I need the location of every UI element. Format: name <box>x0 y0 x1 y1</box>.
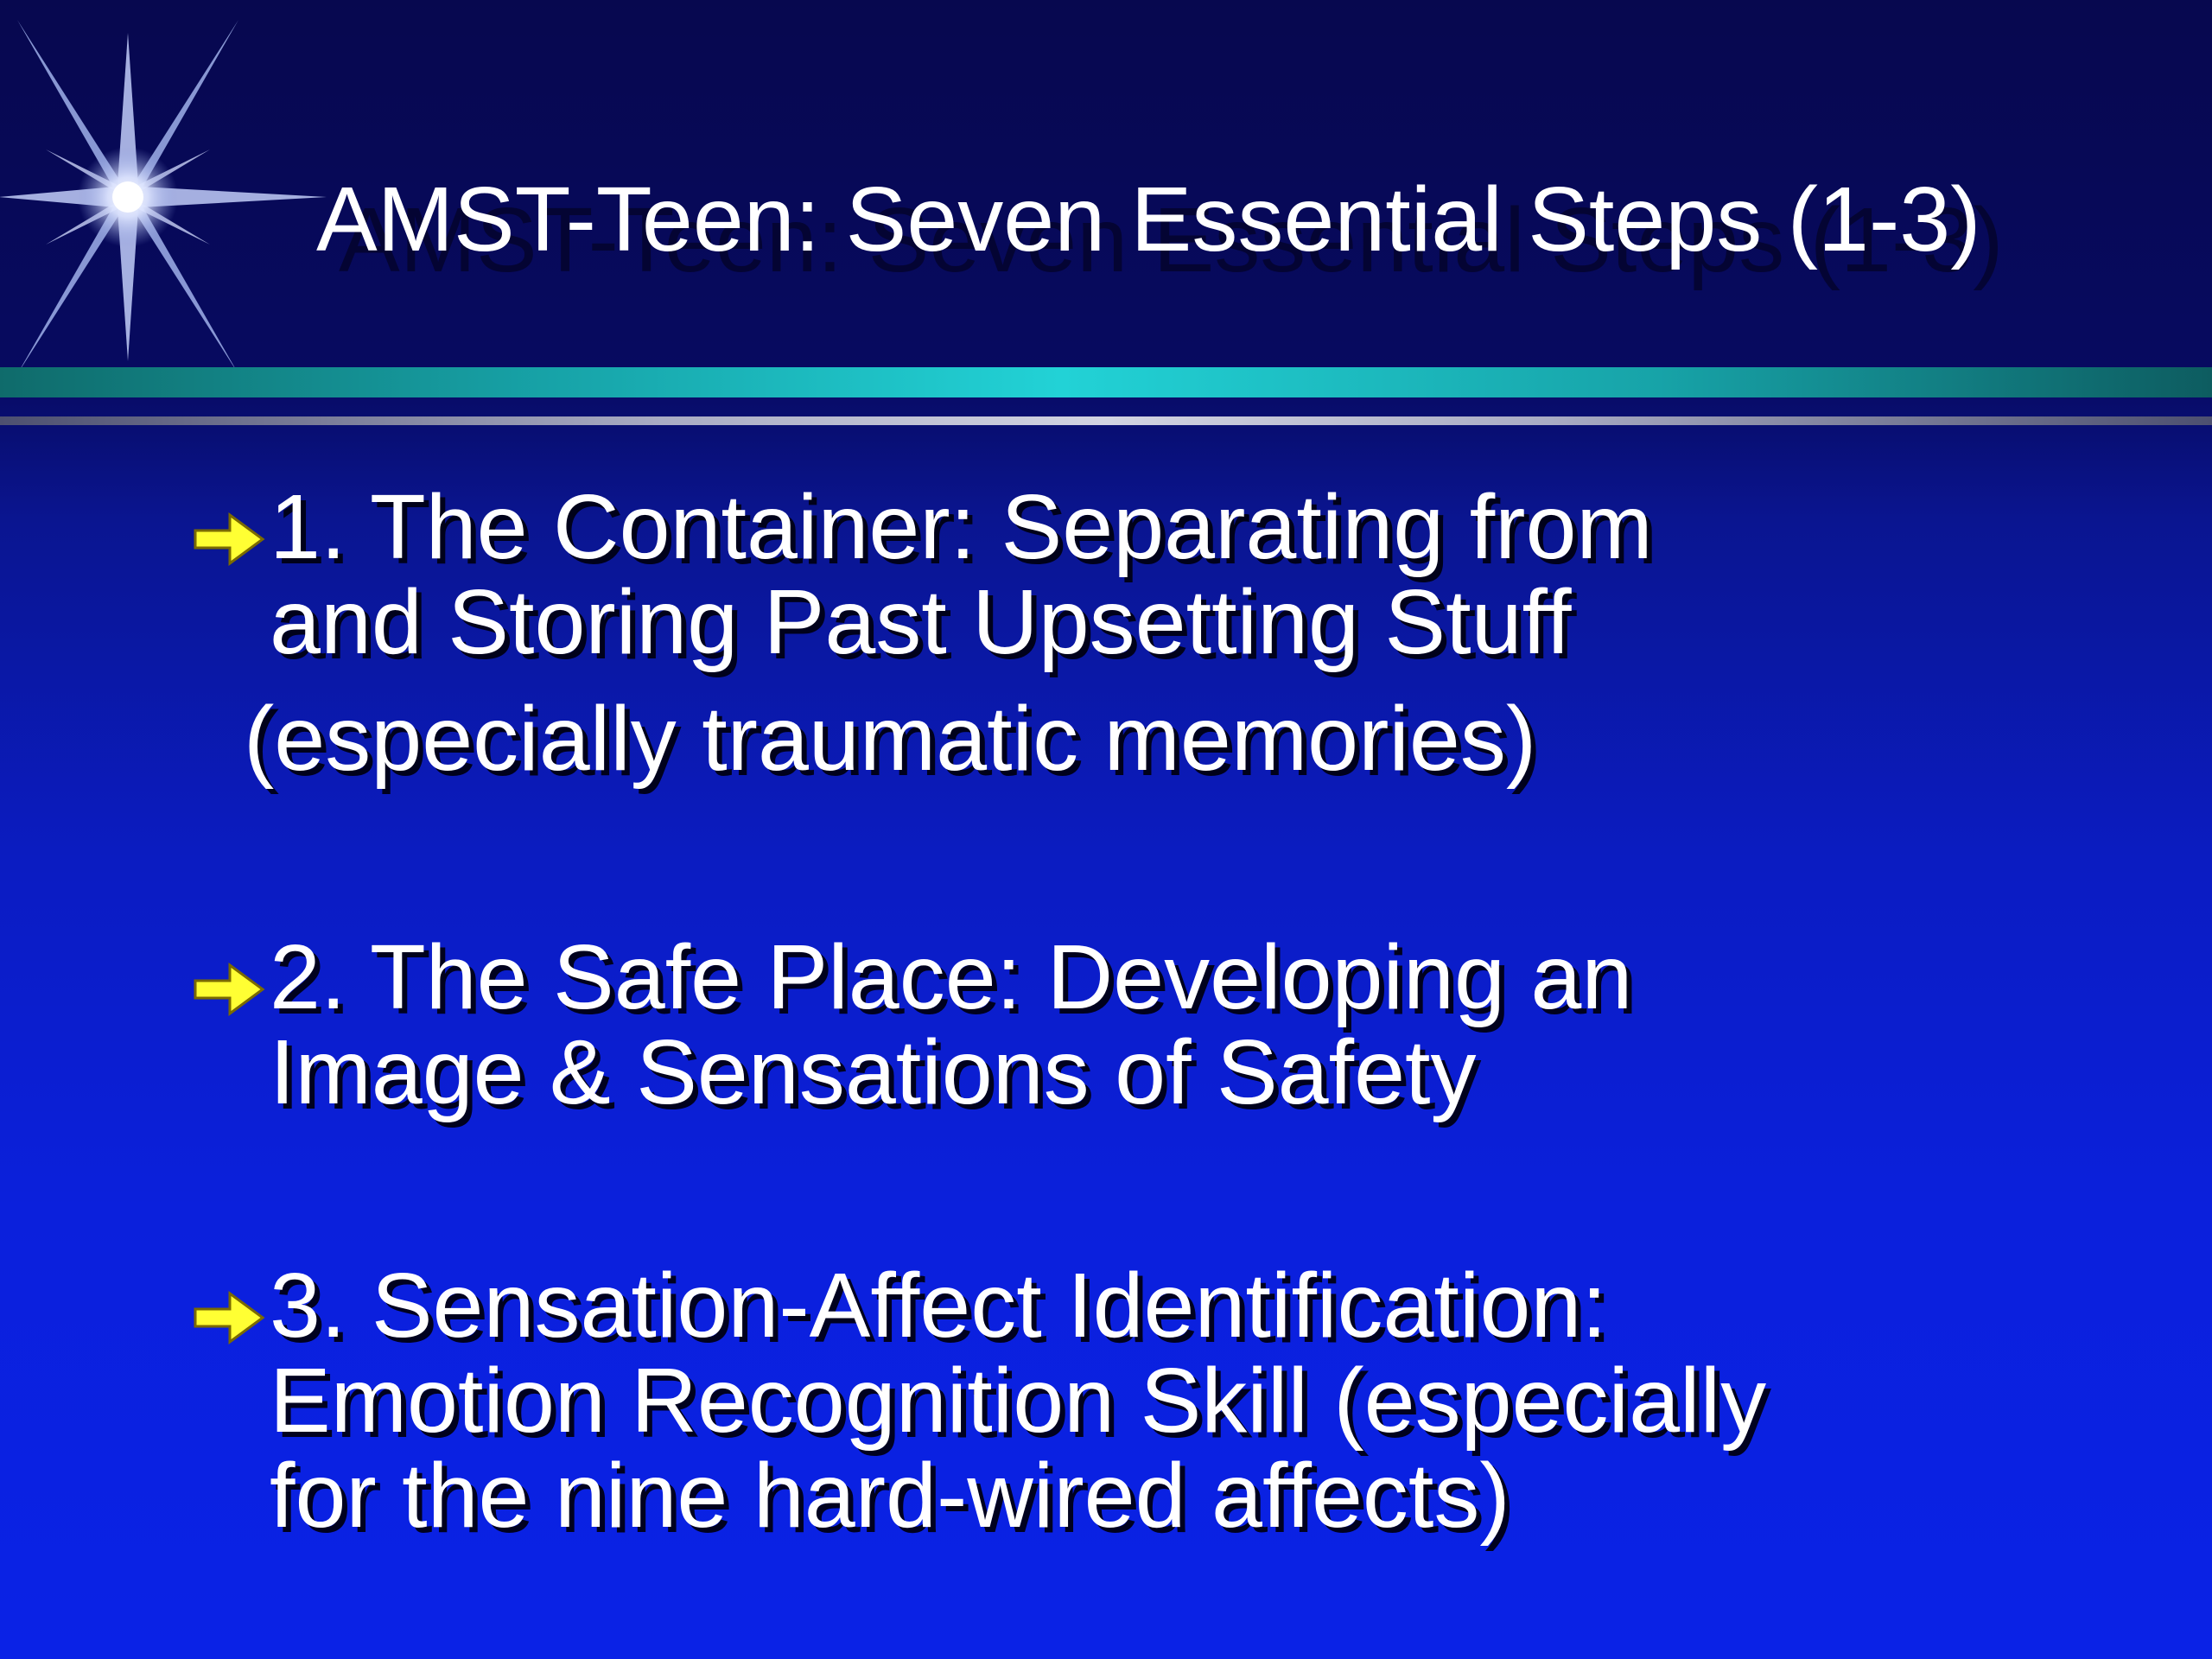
bullet-line: Emotion Recognition Skill (especially <box>270 1350 1767 1452</box>
bullet-line: (especially traumatic memories) <box>244 688 1537 790</box>
bullet-line: for the nine hard-wired affects) <box>270 1445 1510 1547</box>
title-divider-teal <box>0 367 2212 397</box>
bullet-item <box>270 926 1633 1123</box>
bullet-line: 1. The Container: Separating from <box>270 476 1653 578</box>
bullet-item <box>270 1255 1767 1547</box>
arrow-right-icon <box>192 960 266 1019</box>
arrow-right-icon <box>192 1288 266 1347</box>
bullet-line: 2. The Safe Place: Developing an <box>270 926 1633 1028</box>
bullet-line: Image & Sensations of Safety <box>270 1021 1477 1123</box>
starburst-icon <box>0 0 328 397</box>
bullet-line: 3. Sensation-Affect Identification: <box>270 1255 1607 1357</box>
title-divider-gray <box>0 416 2212 425</box>
arrow-right-icon <box>192 510 266 569</box>
slide-title: AMST-Teen: Seven Essential Steps (1-3) <box>316 168 1981 270</box>
bullet-item-continuation <box>244 688 1537 790</box>
bullet-line: and Storing Past Upsetting Stuff <box>270 571 1572 673</box>
bullet-item <box>270 476 1653 673</box>
